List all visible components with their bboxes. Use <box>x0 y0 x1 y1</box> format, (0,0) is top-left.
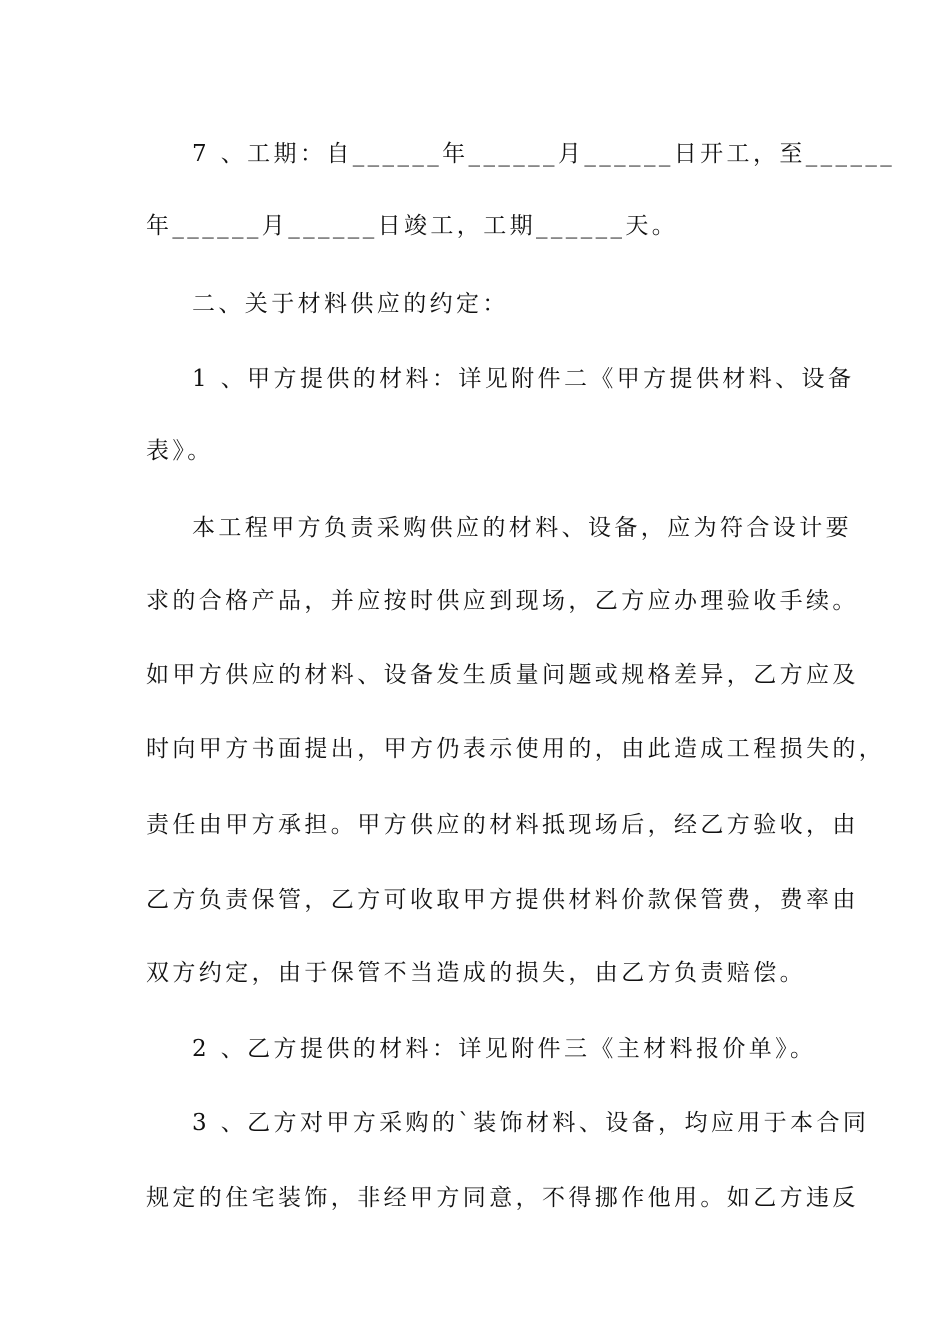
text-line: 乙方负责保管，乙方可收取甲方提供材料价款保管费，费率由 <box>146 887 859 913</box>
text-line: 1 、甲方提供的材料：详见附件二《甲方提供材料、设备 <box>192 366 855 392</box>
text-line: 3 、乙方对甲方采购的`装饰材料、设备，均应用于本合同 <box>192 1110 870 1136</box>
text-line: 2 、乙方提供的材料：详见附件三《主材料报价单》。 <box>192 1036 817 1062</box>
text-line: 规定的住宅装饰，非经甲方同意，不得挪作他用。如乙方违反 <box>146 1185 859 1211</box>
text-line: 求的合格产品，并应按时供应到现场，乙方应办理验收手续。 <box>146 588 859 614</box>
text-line: 7 、工期：自______年______月______日开工，至______ <box>192 141 896 167</box>
section-heading: 二、关于材料供应的约定： <box>192 291 509 317</box>
text-line: 本工程甲方负责采购供应的材料、设备，应为符合设计要 <box>192 515 852 541</box>
text-line: 责任由甲方承担。甲方供应的材料抵现场后，经乙方验收，由 <box>146 812 859 838</box>
text-line: 时向甲方书面提出，甲方仍表示使用的，由此造成工程损失的， <box>146 736 886 762</box>
text-line: 年______月______日竣工，工期______天。 <box>146 213 679 239</box>
text-line: 双方约定，由于保管不当造成的损失，由乙方负责赔偿。 <box>146 960 806 986</box>
text-line: 表》。 <box>146 438 214 464</box>
text-line: 如甲方供应的材料、设备发生质量问题或规格差异，乙方应及 <box>146 662 859 688</box>
